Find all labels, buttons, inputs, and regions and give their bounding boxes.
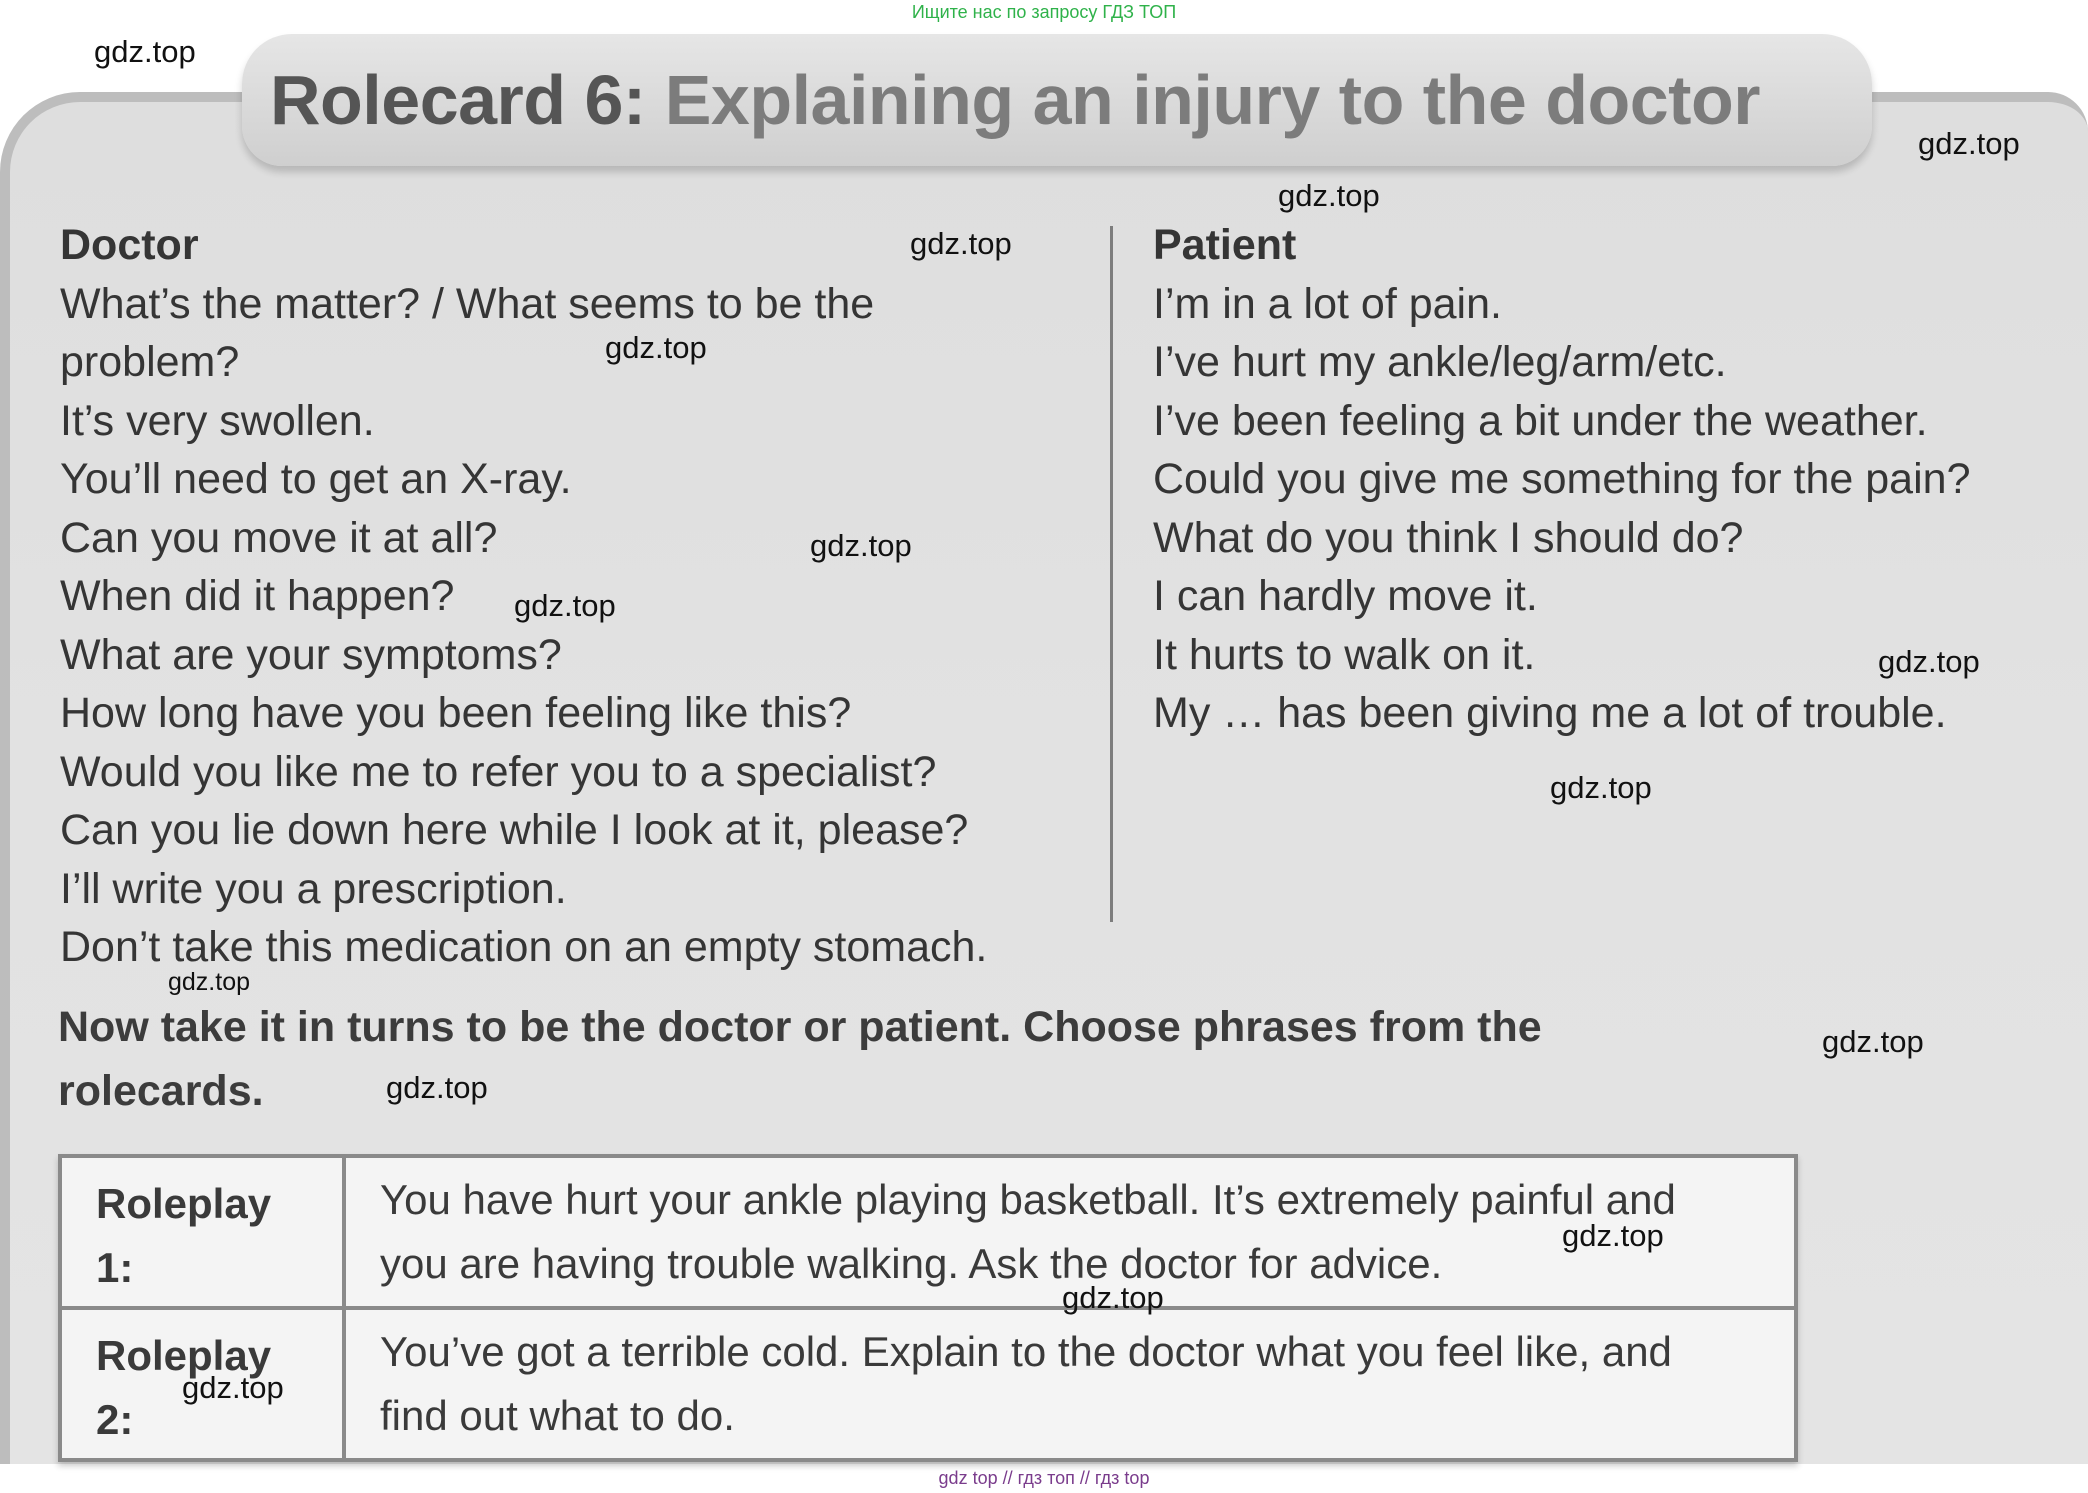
- patient-phrase: It hurts to walk on it.: [1153, 630, 1536, 679]
- watermark: gdz.top: [1562, 1218, 1664, 1253]
- patient-phrase: My … has been giving me a lot of trouble.: [1153, 689, 1947, 737]
- watermark: gdz.top: [168, 968, 251, 996]
- roleplay-line: you are having trouble walking. Ask the doctor for advice.: [380, 1240, 1443, 1287]
- doctor-phrase: When did it happen?: [60, 572, 455, 620]
- watermark: gdz.top: [386, 1070, 488, 1105]
- watermark: gdz.top: [514, 588, 616, 623]
- table-row: [60, 1156, 1796, 1308]
- doctor-phrase: What’s the matter? / What seems to be the: [60, 279, 875, 328]
- patient-heading: Patient: [1153, 221, 1297, 269]
- doctor-heading: Doctor: [60, 221, 199, 269]
- instruction: [58, 995, 1698, 1123]
- instruction-line: Now take it in turns to be the doctor or patient. Choose phrases from the: [58, 1003, 1542, 1051]
- watermark: gdz.top: [1822, 1024, 1924, 1059]
- patient-phrase: I’ve hurt my ankle/leg/arm/etc.: [1153, 338, 1727, 386]
- watermark: gdz.top: [810, 528, 912, 563]
- doctor-phrase: Can you move it at all?: [60, 513, 498, 562]
- roleplay-line: find out what to do.: [380, 1392, 735, 1439]
- column-divider: [1110, 226, 1113, 922]
- watermark: gdz.top: [1278, 178, 1380, 213]
- watermark: gdz.top: [182, 1370, 284, 1405]
- doctor-phrase: Don’t take this medication on an empty stomach.: [60, 923, 988, 971]
- doctor-phrase: You’ll need to get an X-ray.: [60, 455, 572, 503]
- doctor-phrase: Can you lie down here while I look at it, please?: [60, 806, 969, 854]
- watermark: gdz.top: [910, 226, 1012, 261]
- roleplay-line: You have hurt your ankle playing basketball. It’s extremely painful and: [380, 1176, 1676, 1223]
- top-banner[interactable]: Ищите нас по запросу ГДЗ ТОП: [911, 2, 1177, 22]
- watermark: gdz.top: [94, 34, 196, 69]
- instruction-line: rolecards.: [58, 1067, 264, 1115]
- title-sub: Explaining an injury to the doctor: [664, 61, 1760, 139]
- patient-phrase: I’ve been feeling a bit under the weather.: [1153, 396, 1928, 445]
- table-row: [60, 1308, 1796, 1460]
- watermark: gdz.top: [1062, 1280, 1164, 1315]
- watermark: gdz.top: [1918, 126, 2020, 161]
- roleplay-table: [58, 1154, 1798, 1462]
- roleplay-line: You’ve got a terrible cold. Explain to the doctor what you feel like, and: [380, 1328, 1672, 1375]
- doctor-phrase: problem?: [60, 338, 240, 386]
- patient-phrase: I can hardly move it.: [1153, 572, 1538, 620]
- doctor-phrase: What are your symptoms?: [60, 630, 562, 679]
- patient-phrase: What do you think I should do?: [1153, 513, 1744, 562]
- bottom-banner[interactable]: gdz top // гдз топ // гдз top: [938, 1468, 1150, 1488]
- roleplay-label: Roleplay 1:: [60, 1156, 344, 1308]
- watermark: gdz.top: [1550, 770, 1652, 805]
- patient-phrase: I’m in a lot of pain.: [1153, 279, 1502, 328]
- doctor-phrase: Would you like me to refer you to a specialist?: [60, 747, 937, 796]
- doctor-phrase: How long have you been feeling like this?: [60, 689, 852, 737]
- roleplay-label: Roleplay 2:: [60, 1308, 344, 1460]
- roleplay-text: [344, 1308, 1796, 1460]
- watermark: gdz.top: [605, 330, 707, 365]
- page-title: [270, 60, 1760, 140]
- doctor-phrase: I’ll write you a prescription.: [60, 864, 567, 913]
- watermark: gdz.top: [1878, 644, 1980, 679]
- title-main: Rolecard 6:: [270, 61, 646, 139]
- doctor-phrase: It’s very swollen.: [60, 396, 375, 445]
- patient-phrase: Could you give me something for the pain?: [1153, 455, 1971, 503]
